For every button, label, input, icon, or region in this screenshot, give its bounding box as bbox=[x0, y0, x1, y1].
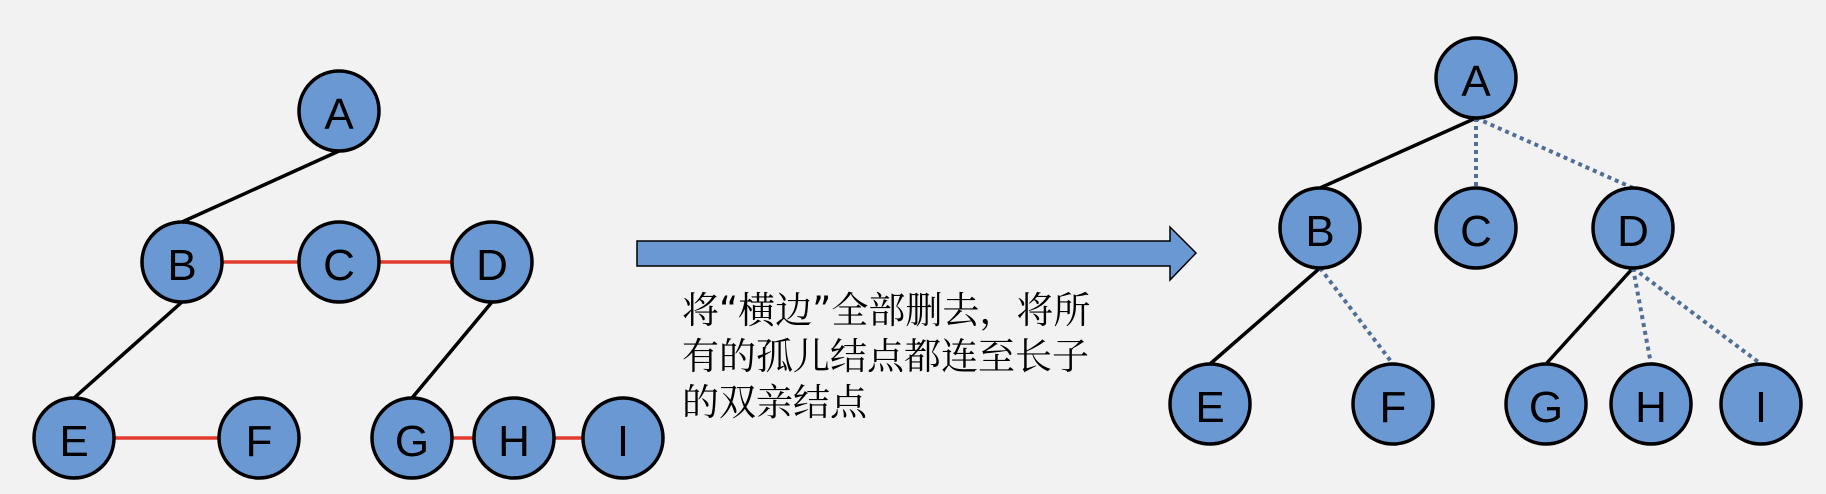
tree-edge-BE bbox=[74, 302, 182, 398]
right-node-label: H bbox=[1635, 383, 1667, 432]
right-arrow bbox=[637, 227, 1196, 280]
caption-line-2: 有的孤儿结点都连至长子 bbox=[682, 335, 1089, 378]
caption-line-1: 将“横边”全部删去，将所 bbox=[682, 289, 1091, 332]
tree-edge-AB bbox=[182, 151, 339, 222]
caption-line-3: 的双亲结点 bbox=[682, 381, 867, 424]
right-node-d bbox=[1593, 188, 1673, 268]
left-node-label: I bbox=[616, 417, 630, 466]
caption-text bbox=[682, 288, 1152, 426]
right-node-e bbox=[1170, 364, 1250, 444]
left-node-label: C bbox=[323, 241, 355, 290]
dotted-edge-AD bbox=[1476, 118, 1633, 188]
right-node-h bbox=[1611, 364, 1691, 444]
right-node-label: B bbox=[1305, 207, 1335, 256]
dotted-edge-DH bbox=[1633, 268, 1651, 364]
left-diagram-nodes bbox=[34, 71, 663, 478]
right-node-c bbox=[1436, 188, 1516, 268]
solid-edge-BE bbox=[1210, 268, 1320, 364]
left-node-c bbox=[299, 222, 379, 302]
left-node-f bbox=[219, 398, 299, 478]
right-node-f bbox=[1353, 364, 1433, 444]
right-node-b bbox=[1280, 188, 1360, 268]
left-node-label: D bbox=[476, 241, 508, 290]
right-node-label: D bbox=[1617, 207, 1649, 256]
dotted-edge-BF bbox=[1320, 268, 1393, 364]
left-node-a bbox=[299, 71, 379, 151]
left-node-label: B bbox=[167, 241, 197, 290]
left-node-b bbox=[142, 222, 222, 302]
left-node-label: E bbox=[59, 417, 89, 466]
left-node-label: A bbox=[324, 90, 354, 139]
left-node-label: F bbox=[245, 417, 273, 466]
right-node-label: C bbox=[1460, 207, 1492, 256]
left-node-i bbox=[583, 398, 663, 478]
left-node-label: G bbox=[394, 417, 430, 466]
right-node-a bbox=[1436, 38, 1516, 118]
dotted-edge-DI bbox=[1633, 268, 1761, 364]
left-node-g bbox=[372, 398, 452, 478]
left-node-h bbox=[474, 398, 554, 478]
right-node-i bbox=[1721, 364, 1801, 444]
right-node-label: A bbox=[1461, 57, 1491, 106]
right-node-label: E bbox=[1195, 383, 1225, 432]
right-node-g bbox=[1506, 364, 1586, 444]
right-node-label: G bbox=[1528, 383, 1564, 432]
left-node-d bbox=[452, 222, 532, 302]
tree-edge-DG bbox=[412, 302, 492, 398]
right-node-label: I bbox=[1754, 383, 1768, 432]
right-diagram-nodes bbox=[1170, 38, 1801, 444]
left-node-label: H bbox=[498, 417, 530, 466]
left-node-e bbox=[34, 398, 114, 478]
solid-edge-DG bbox=[1546, 268, 1633, 364]
solid-edge-AB bbox=[1320, 118, 1476, 188]
right-node-label: F bbox=[1379, 383, 1407, 432]
